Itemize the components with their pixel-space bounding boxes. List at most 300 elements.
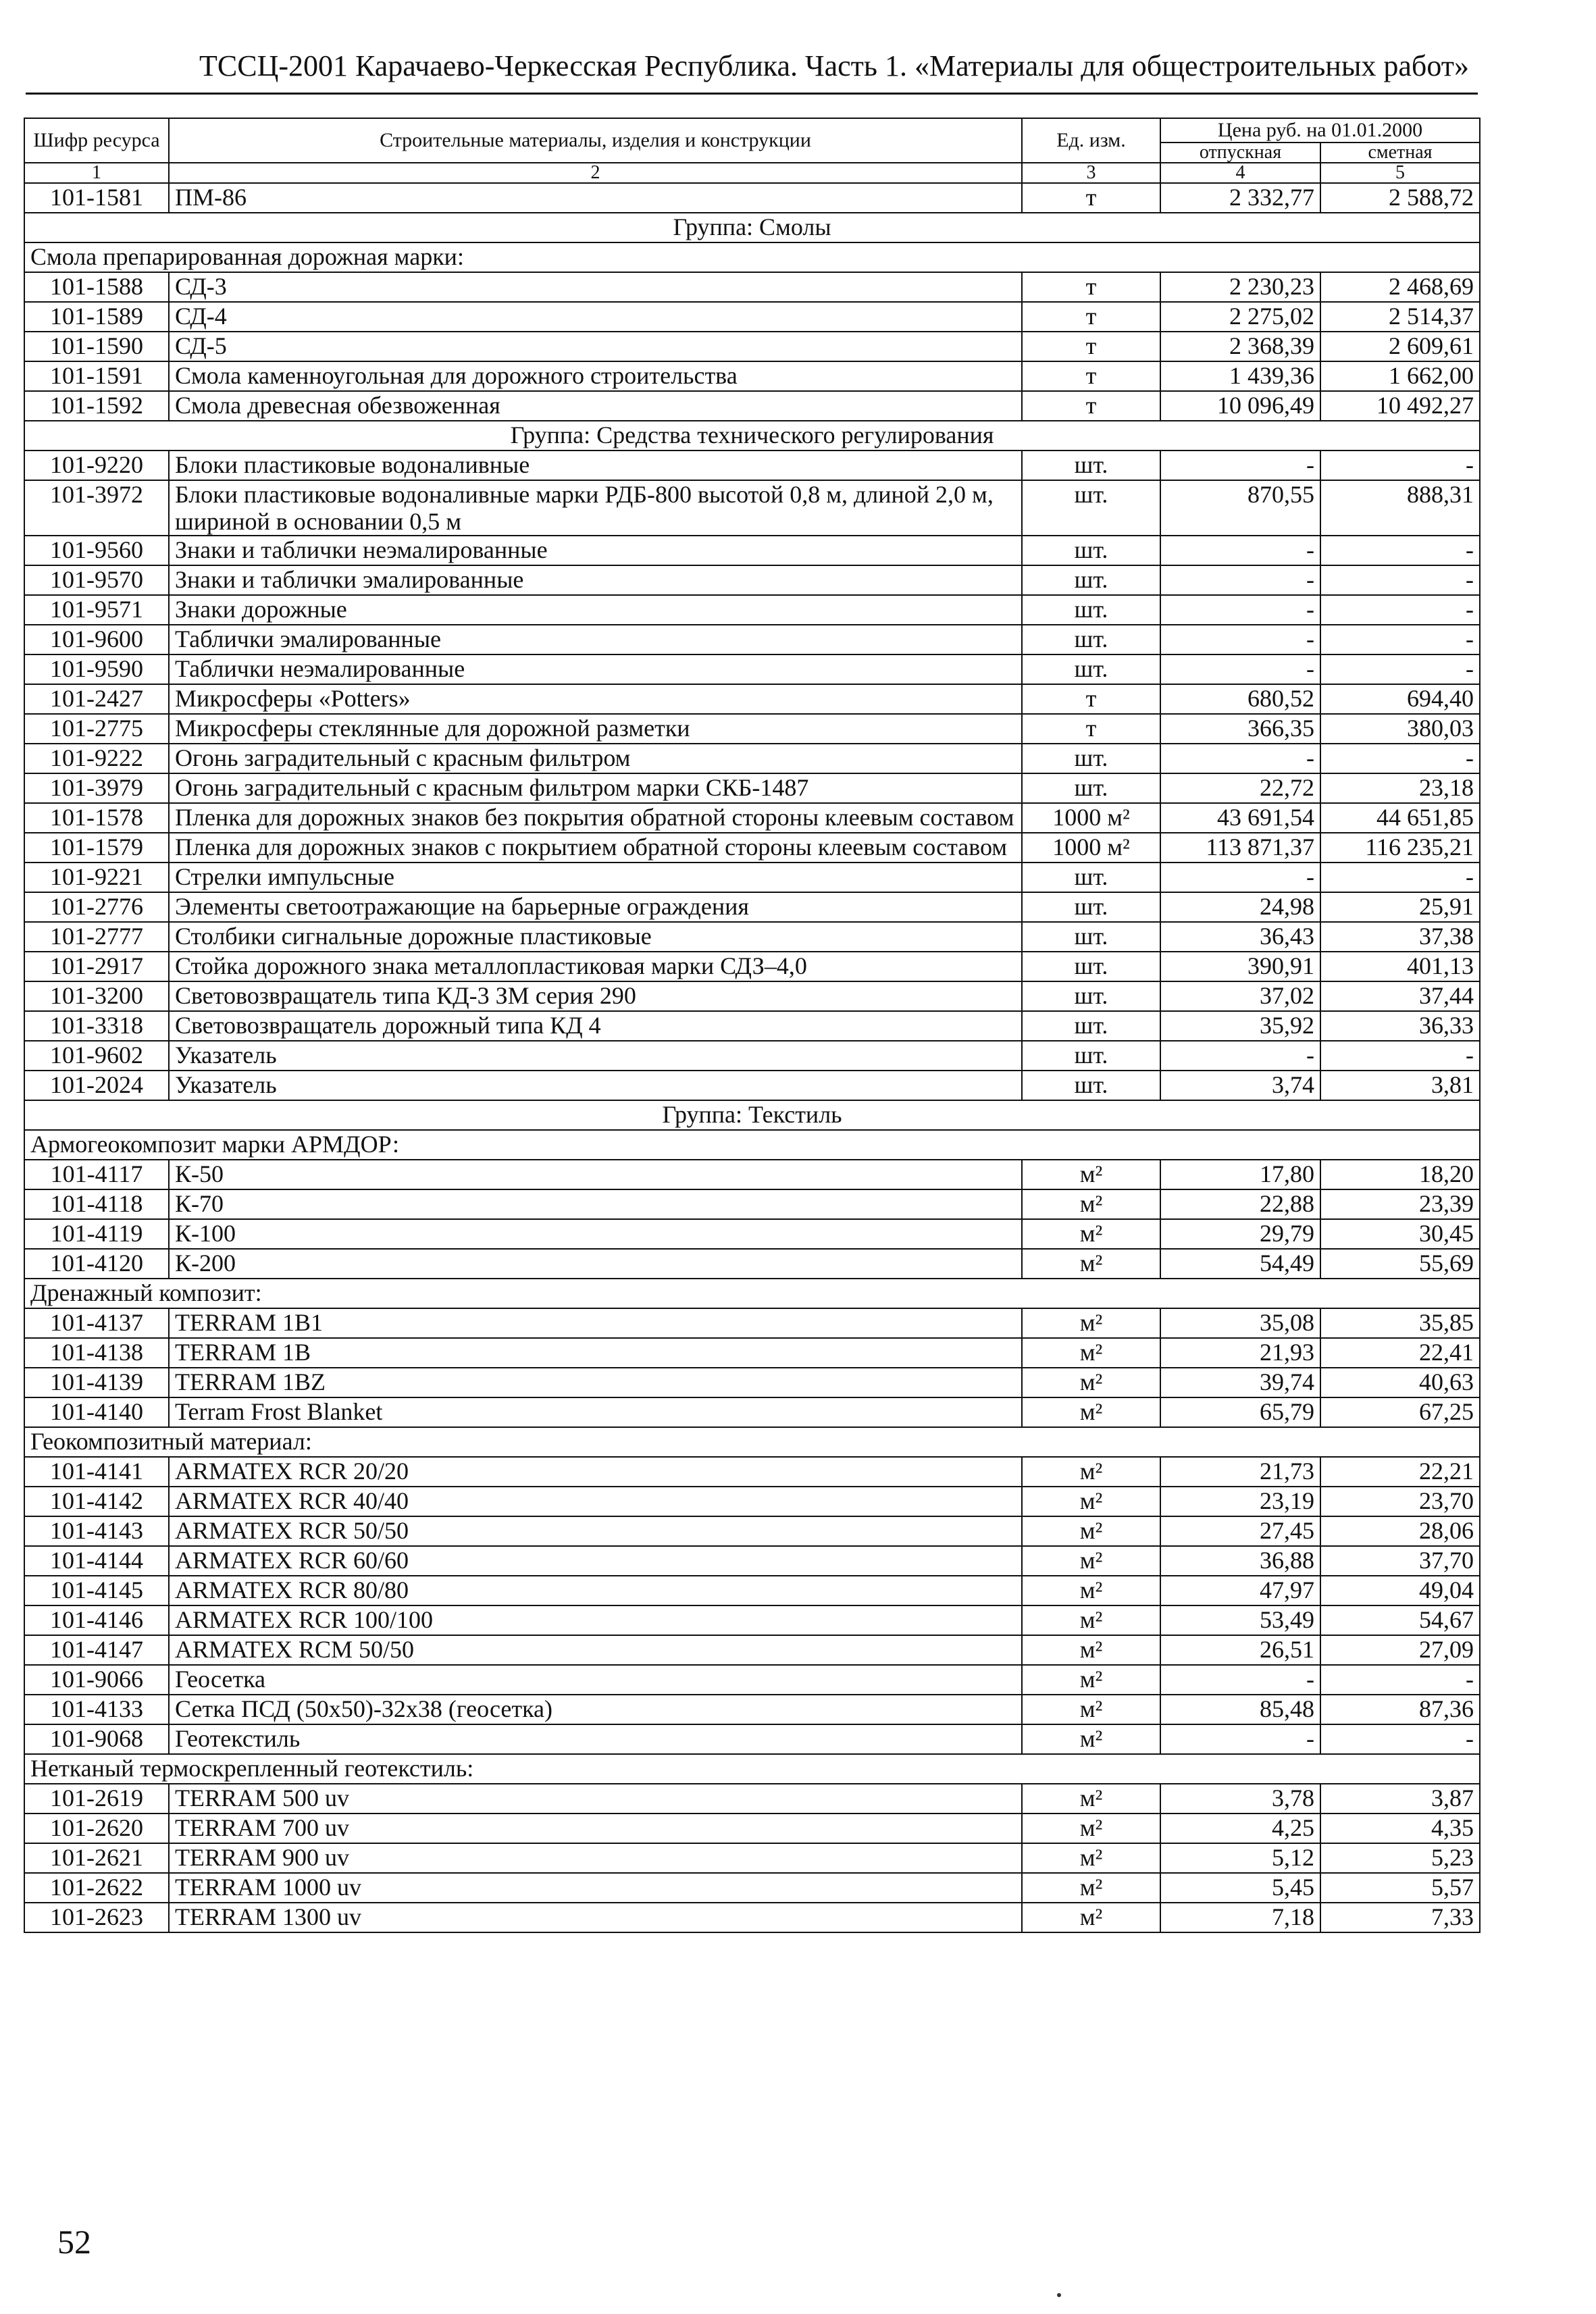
unit-cell: м² — [1022, 1338, 1160, 1368]
release-price-cell: 54,49 — [1160, 1249, 1320, 1279]
table-row — [24, 302, 1480, 332]
estimate-price-cell: 888,31 — [1320, 480, 1480, 536]
release-price-cell: 680,52 — [1160, 684, 1320, 714]
unit-cell: т — [1022, 714, 1160, 744]
table-row — [24, 1487, 1480, 1516]
release-price-cell: - — [1160, 863, 1320, 892]
release-price-cell: 53,49 — [1160, 1605, 1320, 1635]
unit-cell: м² — [1022, 1189, 1160, 1219]
name-cell: Световозвращатель дорожный типа КД 4 — [169, 1011, 1022, 1041]
unit-cell: т — [1022, 183, 1160, 213]
release-price-cell: 47,97 — [1160, 1576, 1320, 1605]
unit-cell: м² — [1022, 1546, 1160, 1576]
release-price-cell: - — [1160, 565, 1320, 595]
unit-cell: м² — [1022, 1814, 1160, 1843]
estimate-price-cell: 87,36 — [1320, 1695, 1480, 1724]
unit-cell: шт. — [1022, 1071, 1160, 1100]
unit-cell: шт. — [1022, 981, 1160, 1011]
code-cell: 101-2623 — [24, 1903, 169, 1932]
estimate-price-cell: 18,20 — [1320, 1160, 1480, 1189]
name-cell: Геосетка — [169, 1665, 1022, 1695]
table-row — [24, 332, 1480, 361]
name-cell: К-70 — [169, 1189, 1022, 1219]
release-price-cell: 390,91 — [1160, 952, 1320, 981]
unit-cell: м² — [1022, 1635, 1160, 1665]
code-cell: 101-4141 — [24, 1457, 169, 1487]
unit-cell: м² — [1022, 1457, 1160, 1487]
release-price-cell: 4,25 — [1160, 1814, 1320, 1843]
code-cell: 101-1591 — [24, 361, 169, 391]
unit-cell: м² — [1022, 1516, 1160, 1546]
name-cell: ARMATEX RCM 50/50 — [169, 1635, 1022, 1665]
estimate-price-cell: 116 235,21 — [1320, 833, 1480, 863]
estimate-price-cell: 694,40 — [1320, 684, 1480, 714]
subheading-row — [24, 1279, 1480, 1308]
table-row — [24, 892, 1480, 922]
code-cell: 101-1590 — [24, 332, 169, 361]
estimate-price-cell: - — [1320, 863, 1480, 892]
code-cell: 101-9068 — [24, 1724, 169, 1754]
table-row — [24, 1784, 1480, 1814]
table-row — [24, 1576, 1480, 1605]
estimate-price-cell: 1 662,00 — [1320, 361, 1480, 391]
estimate-price-cell: - — [1320, 654, 1480, 684]
estimate-price-cell: 40,63 — [1320, 1368, 1480, 1397]
code-cell: 101-4139 — [24, 1368, 169, 1397]
name-cell: Знаки дорожные — [169, 595, 1022, 625]
release-price-cell: - — [1160, 1724, 1320, 1754]
release-price-cell: - — [1160, 1041, 1320, 1071]
code-cell: 101-3318 — [24, 1011, 169, 1041]
table-row — [24, 744, 1480, 773]
code-cell: 101-9602 — [24, 1041, 169, 1071]
name-cell: Таблички неэмалированные — [169, 654, 1022, 684]
unit-cell: т — [1022, 272, 1160, 302]
estimate-price-cell: 5,57 — [1320, 1873, 1480, 1903]
name-cell: TERRAM 500 uv — [169, 1784, 1022, 1814]
unit-cell: 1000 м² — [1022, 833, 1160, 863]
name-cell: Знаки и таблички эмалированные — [169, 565, 1022, 595]
name-cell: Указатель — [169, 1041, 1022, 1071]
name-cell: TERRAM 1BZ — [169, 1368, 1022, 1397]
group-row — [24, 213, 1480, 242]
release-price-cell: 10 096,49 — [1160, 391, 1320, 421]
release-price-cell: 17,80 — [1160, 1160, 1320, 1189]
group-title: Группа: Средства технического регулирования — [24, 421, 1480, 451]
release-price-cell: 65,79 — [1160, 1397, 1320, 1427]
code-cell: 101-9570 — [24, 565, 169, 595]
code-cell: 101-9066 — [24, 1665, 169, 1695]
code-cell: 101-9571 — [24, 595, 169, 625]
code-cell: 101-1589 — [24, 302, 169, 332]
code-cell: 101-9590 — [24, 654, 169, 684]
code-cell: 101-9222 — [24, 744, 169, 773]
code-cell: 101-2622 — [24, 1873, 169, 1903]
code-cell: 101-2777 — [24, 922, 169, 952]
release-price-cell: 2 368,39 — [1160, 332, 1320, 361]
estimate-price-cell: 3,87 — [1320, 1784, 1480, 1814]
code-cell: 101-4117 — [24, 1160, 169, 1189]
name-cell: TERRAM 1300 uv — [169, 1903, 1022, 1932]
name-cell: Пленка для дорожных знаков с покрытием обратной стороны клеевым составом — [169, 833, 1022, 863]
unit-cell: м² — [1022, 1487, 1160, 1516]
estimate-price-cell: 7,33 — [1320, 1903, 1480, 1932]
table-head — [24, 118, 1480, 183]
name-cell: TERRAM 1B — [169, 1338, 1022, 1368]
table-row — [24, 952, 1480, 981]
subheading-row — [24, 1754, 1480, 1784]
release-price-cell: 29,79 — [1160, 1219, 1320, 1249]
col-number-4: 4 — [1160, 163, 1320, 183]
code-cell: 101-2619 — [24, 1784, 169, 1814]
estimate-price-cell: 23,39 — [1320, 1189, 1480, 1219]
name-cell: Таблички эмалированные — [169, 625, 1022, 654]
unit-cell: шт. — [1022, 922, 1160, 952]
unit-cell: шт. — [1022, 536, 1160, 565]
unit-cell: шт. — [1022, 565, 1160, 595]
name-cell: К-200 — [169, 1249, 1022, 1279]
subheading-title: Дренажный композит: — [24, 1279, 1480, 1308]
group-row — [24, 1100, 1480, 1130]
estimate-price-cell: 30,45 — [1320, 1219, 1480, 1249]
estimate-price-cell: 380,03 — [1320, 714, 1480, 744]
name-cell: Элементы светоотражающие на барьерные ограждения — [169, 892, 1022, 922]
release-price-cell: - — [1160, 744, 1320, 773]
unit-cell: м² — [1022, 1784, 1160, 1814]
table-row — [24, 1397, 1480, 1427]
code-cell: 101-1581 — [24, 183, 169, 213]
code-cell: 101-2621 — [24, 1843, 169, 1873]
table-row — [24, 922, 1480, 952]
name-cell: Пленка для дорожных знаков без покрытия обратной стороны клеевым составом — [169, 803, 1022, 833]
table-row — [24, 1724, 1480, 1754]
table-row — [24, 833, 1480, 863]
name-cell: Terram Frost Blanket — [169, 1397, 1022, 1427]
table-row — [24, 565, 1480, 595]
unit-cell: м² — [1022, 1873, 1160, 1903]
release-price-cell: 37,02 — [1160, 981, 1320, 1011]
table-row — [24, 1814, 1480, 1843]
price-table — [24, 118, 1481, 1933]
name-cell: TERRAM 900 uv — [169, 1843, 1022, 1873]
release-price-cell: 3,74 — [1160, 1071, 1320, 1100]
code-cell: 101-1578 — [24, 803, 169, 833]
name-cell: ARMATEX RCR 100/100 — [169, 1605, 1022, 1635]
estimate-price-cell: - — [1320, 625, 1480, 654]
page-number: 52 — [57, 2223, 91, 2261]
release-price-cell: 113 871,37 — [1160, 833, 1320, 863]
release-price-cell: - — [1160, 595, 1320, 625]
unit-cell: м² — [1022, 1903, 1160, 1932]
estimate-price-cell: - — [1320, 1724, 1480, 1754]
table-row — [24, 863, 1480, 892]
unit-cell: шт. — [1022, 595, 1160, 625]
estimate-price-cell: - — [1320, 1041, 1480, 1071]
code-cell: 101-3200 — [24, 981, 169, 1011]
table-row — [24, 625, 1480, 654]
release-price-cell: 5,12 — [1160, 1843, 1320, 1873]
group-title: Группа: Текстиль — [24, 1100, 1480, 1130]
table-row — [24, 1011, 1480, 1041]
code-cell: 101-4142 — [24, 1487, 169, 1516]
table-row — [24, 1041, 1480, 1071]
name-cell: TERRAM 1B1 — [169, 1308, 1022, 1338]
name-cell: TERRAM 700 uv — [169, 1814, 1022, 1843]
code-cell: 101-2917 — [24, 952, 169, 981]
release-price-cell: 27,45 — [1160, 1516, 1320, 1546]
unit-cell: шт. — [1022, 863, 1160, 892]
table-row — [24, 1695, 1480, 1724]
release-price-cell: 5,45 — [1160, 1873, 1320, 1903]
table-row — [24, 272, 1480, 302]
estimate-price-cell: - — [1320, 536, 1480, 565]
col-release-header: отпускная — [1160, 143, 1320, 163]
table-row — [24, 1546, 1480, 1576]
unit-cell: шт. — [1022, 952, 1160, 981]
unit-cell: т — [1022, 391, 1160, 421]
table-row — [24, 714, 1480, 744]
release-price-cell: 35,08 — [1160, 1308, 1320, 1338]
name-cell: Световозвращатель типа КД-3 ЗМ серия 290 — [169, 981, 1022, 1011]
table-row — [24, 1665, 1480, 1695]
name-cell: ARMATEX RCR 50/50 — [169, 1516, 1022, 1546]
subheading-title: Геокомпозитный материал: — [24, 1427, 1480, 1457]
table-row — [24, 1308, 1480, 1338]
table-row — [24, 1605, 1480, 1635]
estimate-price-cell: 37,70 — [1320, 1546, 1480, 1576]
estimate-price-cell: 10 492,27 — [1320, 391, 1480, 421]
name-cell: Сетка ПСД (50x50)-32x38 (геосетка) — [169, 1695, 1022, 1724]
estimate-price-cell: 37,44 — [1320, 981, 1480, 1011]
name-cell: К-100 — [169, 1219, 1022, 1249]
estimate-price-cell: 44 651,85 — [1320, 803, 1480, 833]
name-cell: Блоки пластиковые водоналивные — [169, 451, 1022, 480]
estimate-price-cell: 37,38 — [1320, 922, 1480, 952]
col-number-1: 1 — [24, 163, 169, 183]
unit-cell: 1000 м² — [1022, 803, 1160, 833]
estimate-price-cell: 54,67 — [1320, 1605, 1480, 1635]
table-row — [24, 480, 1480, 536]
estimate-price-cell: - — [1320, 744, 1480, 773]
unit-cell: м² — [1022, 1724, 1160, 1754]
name-cell: Блоки пластиковые водоналивные марки РДБ-800 высотой 0,8 м, длиной 2,0 м, шириной в основании 0,5 м — [169, 480, 1022, 536]
unit-cell: шт. — [1022, 892, 1160, 922]
code-cell: 101-3979 — [24, 773, 169, 803]
page-header-title: ТССЦ-2001 Карачаево-Черкесская Республика. Часть 1. «Материалы для общестроительных работ» — [199, 49, 1469, 82]
estimate-price-cell: 25,91 — [1320, 892, 1480, 922]
col-unit-header: Ед. изм. — [1022, 118, 1160, 163]
unit-cell: шт. — [1022, 625, 1160, 654]
release-price-cell: 870,55 — [1160, 480, 1320, 536]
code-cell: 101-4146 — [24, 1605, 169, 1635]
name-cell: Огонь заградительный с красным фильтром — [169, 744, 1022, 773]
estimate-price-cell: 67,25 — [1320, 1397, 1480, 1427]
estimate-price-cell: - — [1320, 451, 1480, 480]
release-price-cell: - — [1160, 625, 1320, 654]
name-cell: Смола древесная обезвоженная — [169, 391, 1022, 421]
table-row — [24, 1071, 1480, 1100]
estimate-price-cell: 5,23 — [1320, 1843, 1480, 1873]
table-row — [24, 1338, 1480, 1368]
subheading-row — [24, 242, 1480, 272]
unit-cell: шт. — [1022, 773, 1160, 803]
code-cell: 101-4140 — [24, 1397, 169, 1427]
col-number-2: 2 — [169, 163, 1022, 183]
code-cell: 101-9220 — [24, 451, 169, 480]
release-price-cell: - — [1160, 536, 1320, 565]
name-cell: СД-3 — [169, 272, 1022, 302]
name-cell: ARMATEX RCR 80/80 — [169, 1576, 1022, 1605]
unit-cell: шт. — [1022, 744, 1160, 773]
unit-cell: т — [1022, 332, 1160, 361]
name-cell: СД-5 — [169, 332, 1022, 361]
name-cell: ARMATEX RCR 20/20 — [169, 1457, 1022, 1487]
unit-cell: шт. — [1022, 451, 1160, 480]
unit-cell: м² — [1022, 1219, 1160, 1249]
release-price-cell: 2 332,77 — [1160, 183, 1320, 213]
header-rule — [26, 93, 1478, 95]
estimate-price-cell: 401,13 — [1320, 952, 1480, 981]
unit-cell: м² — [1022, 1160, 1160, 1189]
code-cell: 101-4145 — [24, 1576, 169, 1605]
unit-cell: м² — [1022, 1397, 1160, 1427]
code-cell: 101-4144 — [24, 1546, 169, 1576]
unit-cell: м² — [1022, 1249, 1160, 1279]
subheading-title: Нетканый термоскрепленный геотекстиль: — [24, 1754, 1480, 1784]
estimate-price-cell: 3,81 — [1320, 1071, 1480, 1100]
table-row — [24, 1160, 1480, 1189]
name-cell: Микросферы стеклянные для дорожной разметки — [169, 714, 1022, 744]
release-price-cell: 22,72 — [1160, 773, 1320, 803]
unit-cell: м² — [1022, 1605, 1160, 1635]
release-price-cell: 85,48 — [1160, 1695, 1320, 1724]
group-title: Группа: Смолы — [24, 213, 1480, 242]
estimate-price-cell: 2 609,61 — [1320, 332, 1480, 361]
code-cell: 101-4147 — [24, 1635, 169, 1665]
unit-cell: м² — [1022, 1843, 1160, 1873]
table-row — [24, 654, 1480, 684]
col-code-header: Шифр ресурса — [24, 118, 169, 163]
release-price-cell: 36,43 — [1160, 922, 1320, 952]
name-cell: Знаки и таблички неэмалированные — [169, 536, 1022, 565]
release-price-cell: 21,73 — [1160, 1457, 1320, 1487]
unit-cell: т — [1022, 361, 1160, 391]
release-price-cell: 36,88 — [1160, 1546, 1320, 1576]
table-row — [24, 684, 1480, 714]
estimate-price-cell: 23,18 — [1320, 773, 1480, 803]
name-cell: Стрелки импульсные — [169, 863, 1022, 892]
release-price-cell: 3,78 — [1160, 1784, 1320, 1814]
col-name-header: Строительные материалы, изделия и конструкции — [169, 118, 1022, 163]
table-row — [24, 1873, 1480, 1903]
code-cell: 101-4138 — [24, 1338, 169, 1368]
table-row — [24, 1516, 1480, 1546]
subheading-row — [24, 1427, 1480, 1457]
unit-cell: м² — [1022, 1665, 1160, 1695]
unit-cell: шт. — [1022, 654, 1160, 684]
code-cell: 101-2776 — [24, 892, 169, 922]
name-cell: ARMATEX RCR 60/60 — [169, 1546, 1022, 1576]
unit-cell: м² — [1022, 1695, 1160, 1724]
table-row — [24, 1843, 1480, 1873]
unit-cell: т — [1022, 684, 1160, 714]
release-price-cell: 366,35 — [1160, 714, 1320, 744]
name-cell: Смола каменноугольная для дорожного строительства — [169, 361, 1022, 391]
estimate-price-cell: 2 588,72 — [1320, 183, 1480, 213]
release-price-cell: 7,18 — [1160, 1903, 1320, 1932]
col-number-3: 3 — [1022, 163, 1160, 183]
subheading-row — [24, 1130, 1480, 1160]
table-row — [24, 1368, 1480, 1397]
estimate-price-cell: - — [1320, 565, 1480, 595]
release-price-cell: 1 439,36 — [1160, 361, 1320, 391]
code-cell: 101-9221 — [24, 863, 169, 892]
table-row — [24, 981, 1480, 1011]
code-cell: 101-1588 — [24, 272, 169, 302]
code-cell: 101-9560 — [24, 536, 169, 565]
name-cell: Указатель — [169, 1071, 1022, 1100]
table-row — [24, 1219, 1480, 1249]
table-row — [24, 183, 1480, 213]
code-cell: 101-4118 — [24, 1189, 169, 1219]
scan-speck — [1057, 2293, 1061, 2297]
code-cell: 101-2427 — [24, 684, 169, 714]
estimate-price-cell: - — [1320, 595, 1480, 625]
unit-cell: шт. — [1022, 1011, 1160, 1041]
estimate-price-cell: - — [1320, 1665, 1480, 1695]
unit-cell: м² — [1022, 1308, 1160, 1338]
table-row — [24, 536, 1480, 565]
estimate-price-cell: 22,41 — [1320, 1338, 1480, 1368]
estimate-price-cell: 28,06 — [1320, 1516, 1480, 1546]
code-cell: 101-4120 — [24, 1249, 169, 1279]
estimate-price-cell: 55,69 — [1320, 1249, 1480, 1279]
estimate-price-cell: 2 468,69 — [1320, 272, 1480, 302]
name-cell: ПМ-86 — [169, 183, 1022, 213]
unit-cell: м² — [1022, 1576, 1160, 1605]
group-row — [24, 421, 1480, 451]
table-row — [24, 1249, 1480, 1279]
code-cell: 101-2024 — [24, 1071, 169, 1100]
estimate-price-cell: 27,09 — [1320, 1635, 1480, 1665]
code-cell: 101-4119 — [24, 1219, 169, 1249]
name-cell: К-50 — [169, 1160, 1022, 1189]
name-cell: Огонь заградительный с красным фильтром марки СКБ-1487 — [169, 773, 1022, 803]
table-row — [24, 803, 1480, 833]
release-price-cell: 39,74 — [1160, 1368, 1320, 1397]
subheading-title: Армогеокомпозит марки АРМДОР: — [24, 1130, 1480, 1160]
release-price-cell: 26,51 — [1160, 1635, 1320, 1665]
unit-cell: т — [1022, 302, 1160, 332]
estimate-price-cell: 49,04 — [1320, 1576, 1480, 1605]
release-price-cell: 35,92 — [1160, 1011, 1320, 1041]
code-cell: 101-3972 — [24, 480, 169, 536]
table-row — [24, 391, 1480, 421]
estimate-price-cell: 22,21 — [1320, 1457, 1480, 1487]
code-cell: 101-4143 — [24, 1516, 169, 1546]
release-price-cell: 22,88 — [1160, 1189, 1320, 1219]
table-row — [24, 595, 1480, 625]
code-cell: 101-1592 — [24, 391, 169, 421]
subheading-title: Смола препарированная дорожная марки: — [24, 242, 1480, 272]
table-row — [24, 1457, 1480, 1487]
table-row — [24, 451, 1480, 480]
table-row — [24, 1189, 1480, 1219]
table-row — [24, 773, 1480, 803]
name-cell: ARMATEX RCR 40/40 — [169, 1487, 1022, 1516]
col-price-header: Цена руб. на 01.01.2000 — [1160, 118, 1480, 143]
release-price-cell: - — [1160, 654, 1320, 684]
